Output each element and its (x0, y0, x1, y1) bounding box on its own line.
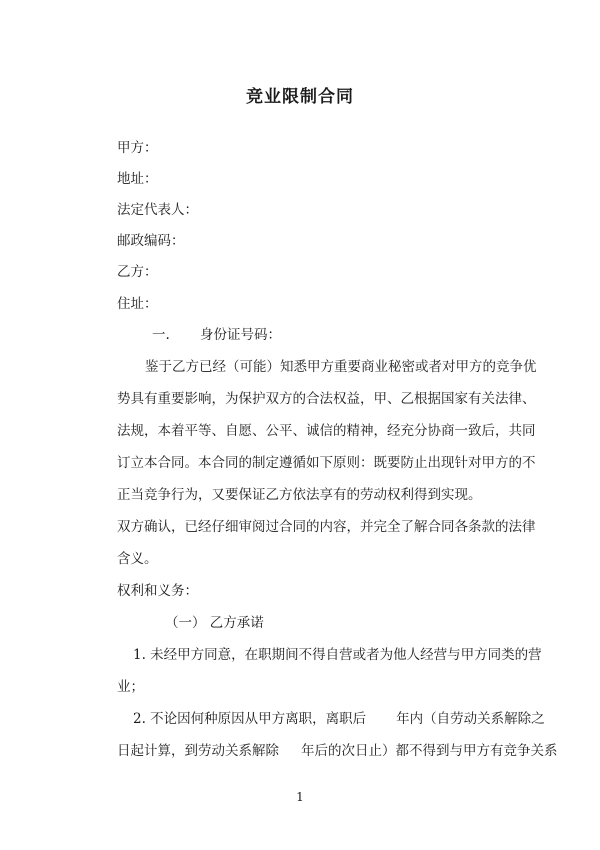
address-label: 地址： (117, 171, 158, 187)
clause-line: 1. 未经甲方同意，在职期间不得自营或者为他人经营与甲方同类的营 (133, 647, 542, 663)
clause-line: 业； (117, 679, 144, 695)
rights-heading: 权利和义务： (117, 583, 198, 599)
clause-line (117, 741, 558, 761)
confirm-line: 双方确认，已经仔细审阅过合同的内容，并完全了解合同各条款的法律 (117, 519, 536, 535)
preamble-line: 法规，本着平等、自愿、公平、诚信的精神，经充分协商一致后，共同 (117, 423, 536, 439)
clause2-text-c: 日起计算，到劳动关系解除 (117, 743, 279, 759)
page-title: 竞业限制合同 (246, 87, 354, 107)
legal-rep-label: 法定代表人： (117, 202, 198, 218)
party-b-label: 乙方： (117, 264, 158, 280)
postal-code-label: 邮政编码： (117, 233, 185, 249)
preamble-line: 鉴于乙方已经（可能）知悉甲方重要商业秘密或者对甲方的竞争优 (145, 359, 537, 375)
party-a-label: 甲方： (117, 140, 158, 156)
preamble-line: 正当竞争行为，又要保证乙方依法享有的劳动权利得到实现。 (117, 487, 482, 503)
clause2-text-d: 年后的次日止）都不得到与甲方有竞争关系 (301, 743, 558, 759)
page-number: 1 (296, 790, 304, 804)
confirm-line: 含义。 (117, 551, 158, 567)
section-one-heading: （一） 乙方承诺 (165, 615, 264, 631)
id-label: 身份证号码： (200, 327, 281, 343)
clause2-text-a: 2. 不论因何种原因从甲方离职，离职后 (133, 711, 367, 727)
clause-line (133, 709, 545, 729)
preamble-line: 订立本合同。本合同的制定遵循如下原则：既要防止出现针对甲方的不 (117, 455, 536, 471)
clause2-text-b: 年内（自劳动关系解除之 (396, 711, 545, 727)
preamble-line: 势具有重要影响，为保护双方的合法权益，甲、乙根据国家有关法律、 (117, 391, 536, 407)
id-item-number: 一. (152, 327, 170, 343)
residence-label: 住址： (117, 296, 158, 312)
